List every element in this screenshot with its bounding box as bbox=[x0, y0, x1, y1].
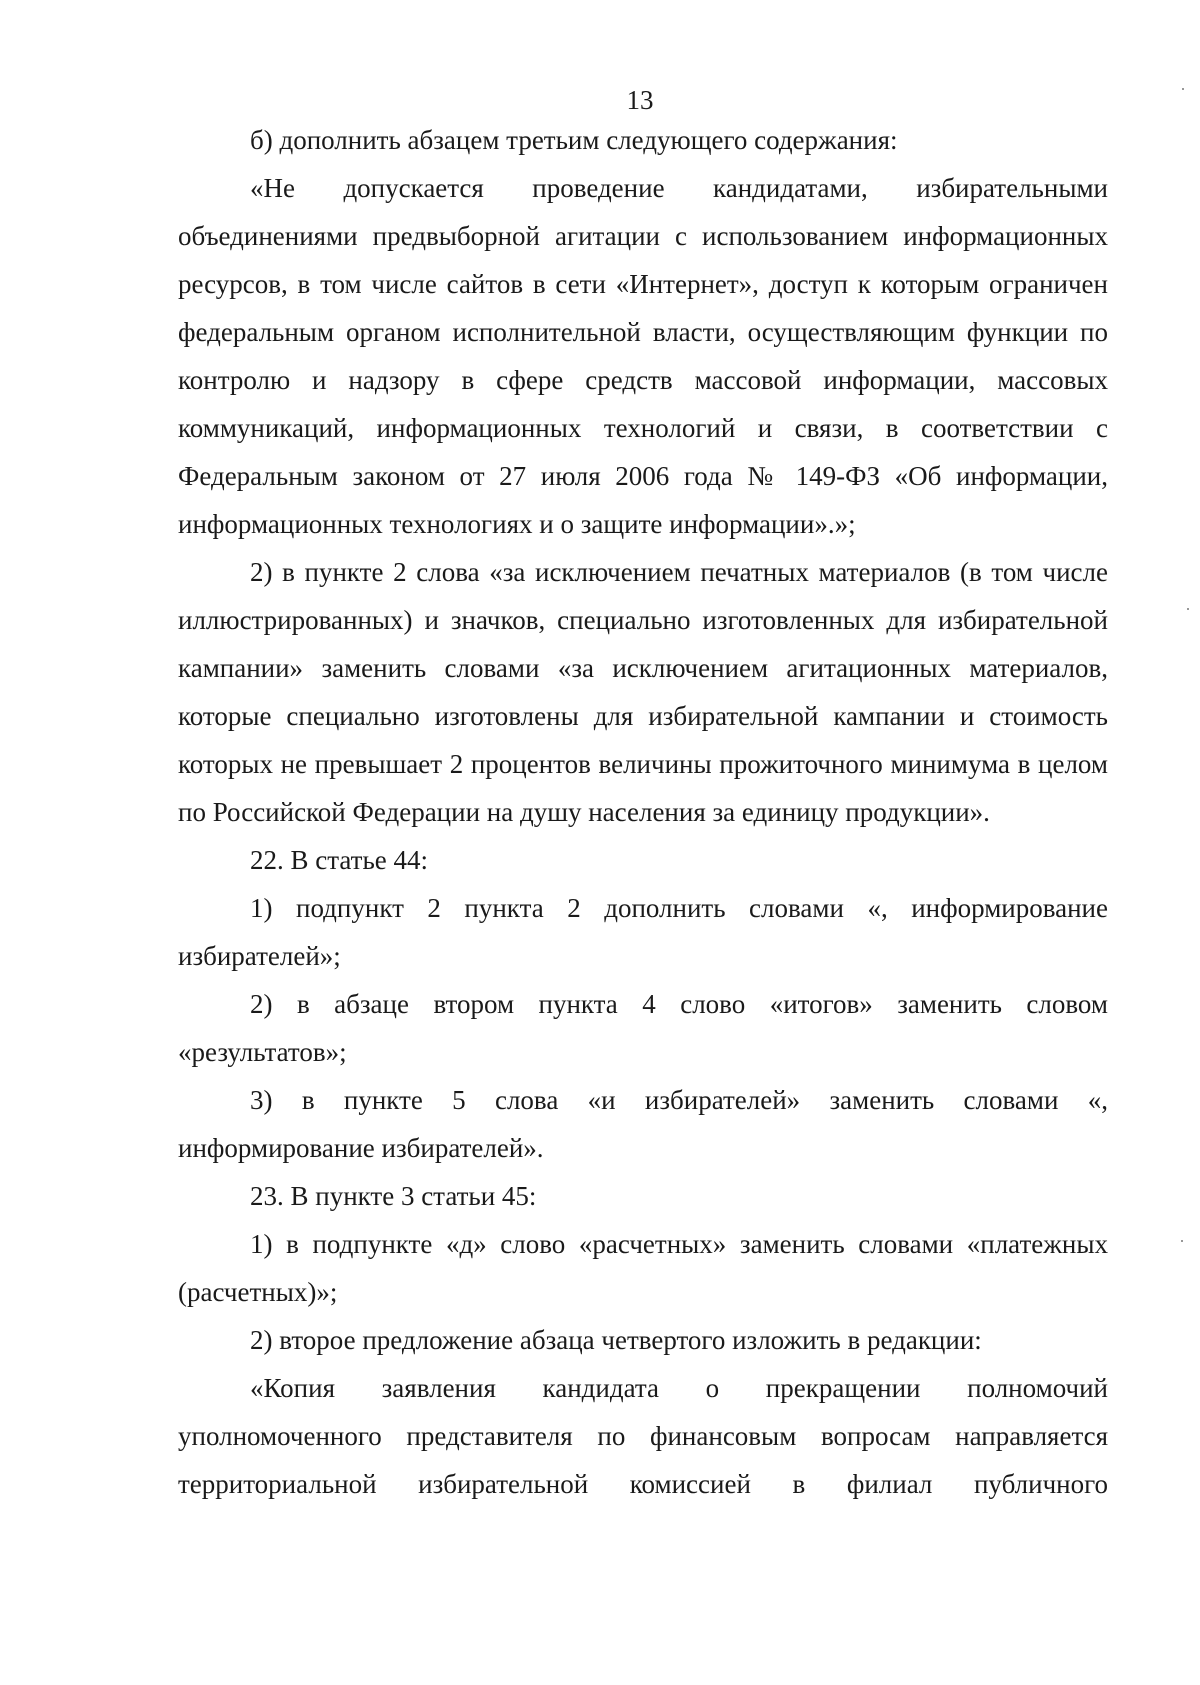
paragraph: 2) в пункте 2 слова «за исключением печатных материалов (в том числе иллюстрированных) и значков, специально изготовленных для избирательной кампании» заменить словами «за исключением агитационных материалов, которые специально изготовлены для избирательной кампании и стоимость которых не превышает 2 процентов величины прожиточного минимума в целом по Российской Федерации на душу населения за единицу продукции». bbox=[178, 557, 1108, 827]
paragraph: «Копия заявления кандидата о прекращении полномочий уполномоченного представителя по финансовым вопросам направляется территориальной избирательной комиссией в филиал публичного bbox=[178, 1373, 1108, 1499]
paragraph: 2) в абзаце втором пункта 4 слово «итогов» заменить словом «результатов»; bbox=[178, 989, 1108, 1067]
paragraph: 22. В статье 44: bbox=[250, 845, 429, 875]
scan-speck bbox=[1181, 1240, 1183, 1242]
paragraph: 3) в пункте 5 слова «и избирателей» заменить словами «, информирование избирателей». bbox=[178, 1085, 1108, 1163]
paragraph: 1) подпункт 2 пункта 2 дополнить словами «, информирование избирателей»; bbox=[178, 893, 1108, 971]
scan-speck bbox=[1187, 608, 1189, 610]
paragraph: 2) второе предложение абзаца четвертого изложить в редакции: bbox=[250, 1325, 982, 1355]
paragraph: 1) в подпункте «д» слово «расчетных» заменить словами «платежных (расчетных)»; bbox=[178, 1229, 1108, 1307]
paragraph: 23. В пункте 3 статьи 45: bbox=[250, 1181, 537, 1211]
scan-speck bbox=[1182, 88, 1184, 90]
paragraph: б) дополнить абзацем третьим следующего содержания: bbox=[250, 125, 898, 155]
paragraph: «Не допускается проведение кандидатами, избирательными объединениями предвыборной агитации с использованием информационных ресурсов, в том числе сайтов в сети «Интернет», доступ к которым ограничен федеральным органом исполнительной власти, осуществляющим функции по контролю и надзору в сфере средств массовой информации, массовых коммуникаций, информационных технологий и связи, в соответствии с Федеральным законом от 27 июля 2006 года № 149-ФЗ «Об информации, информационных технологиях и о защите информации».»; bbox=[178, 173, 1108, 539]
document-body bbox=[178, 116, 1108, 1508]
page-number: 13 bbox=[626, 85, 654, 115]
